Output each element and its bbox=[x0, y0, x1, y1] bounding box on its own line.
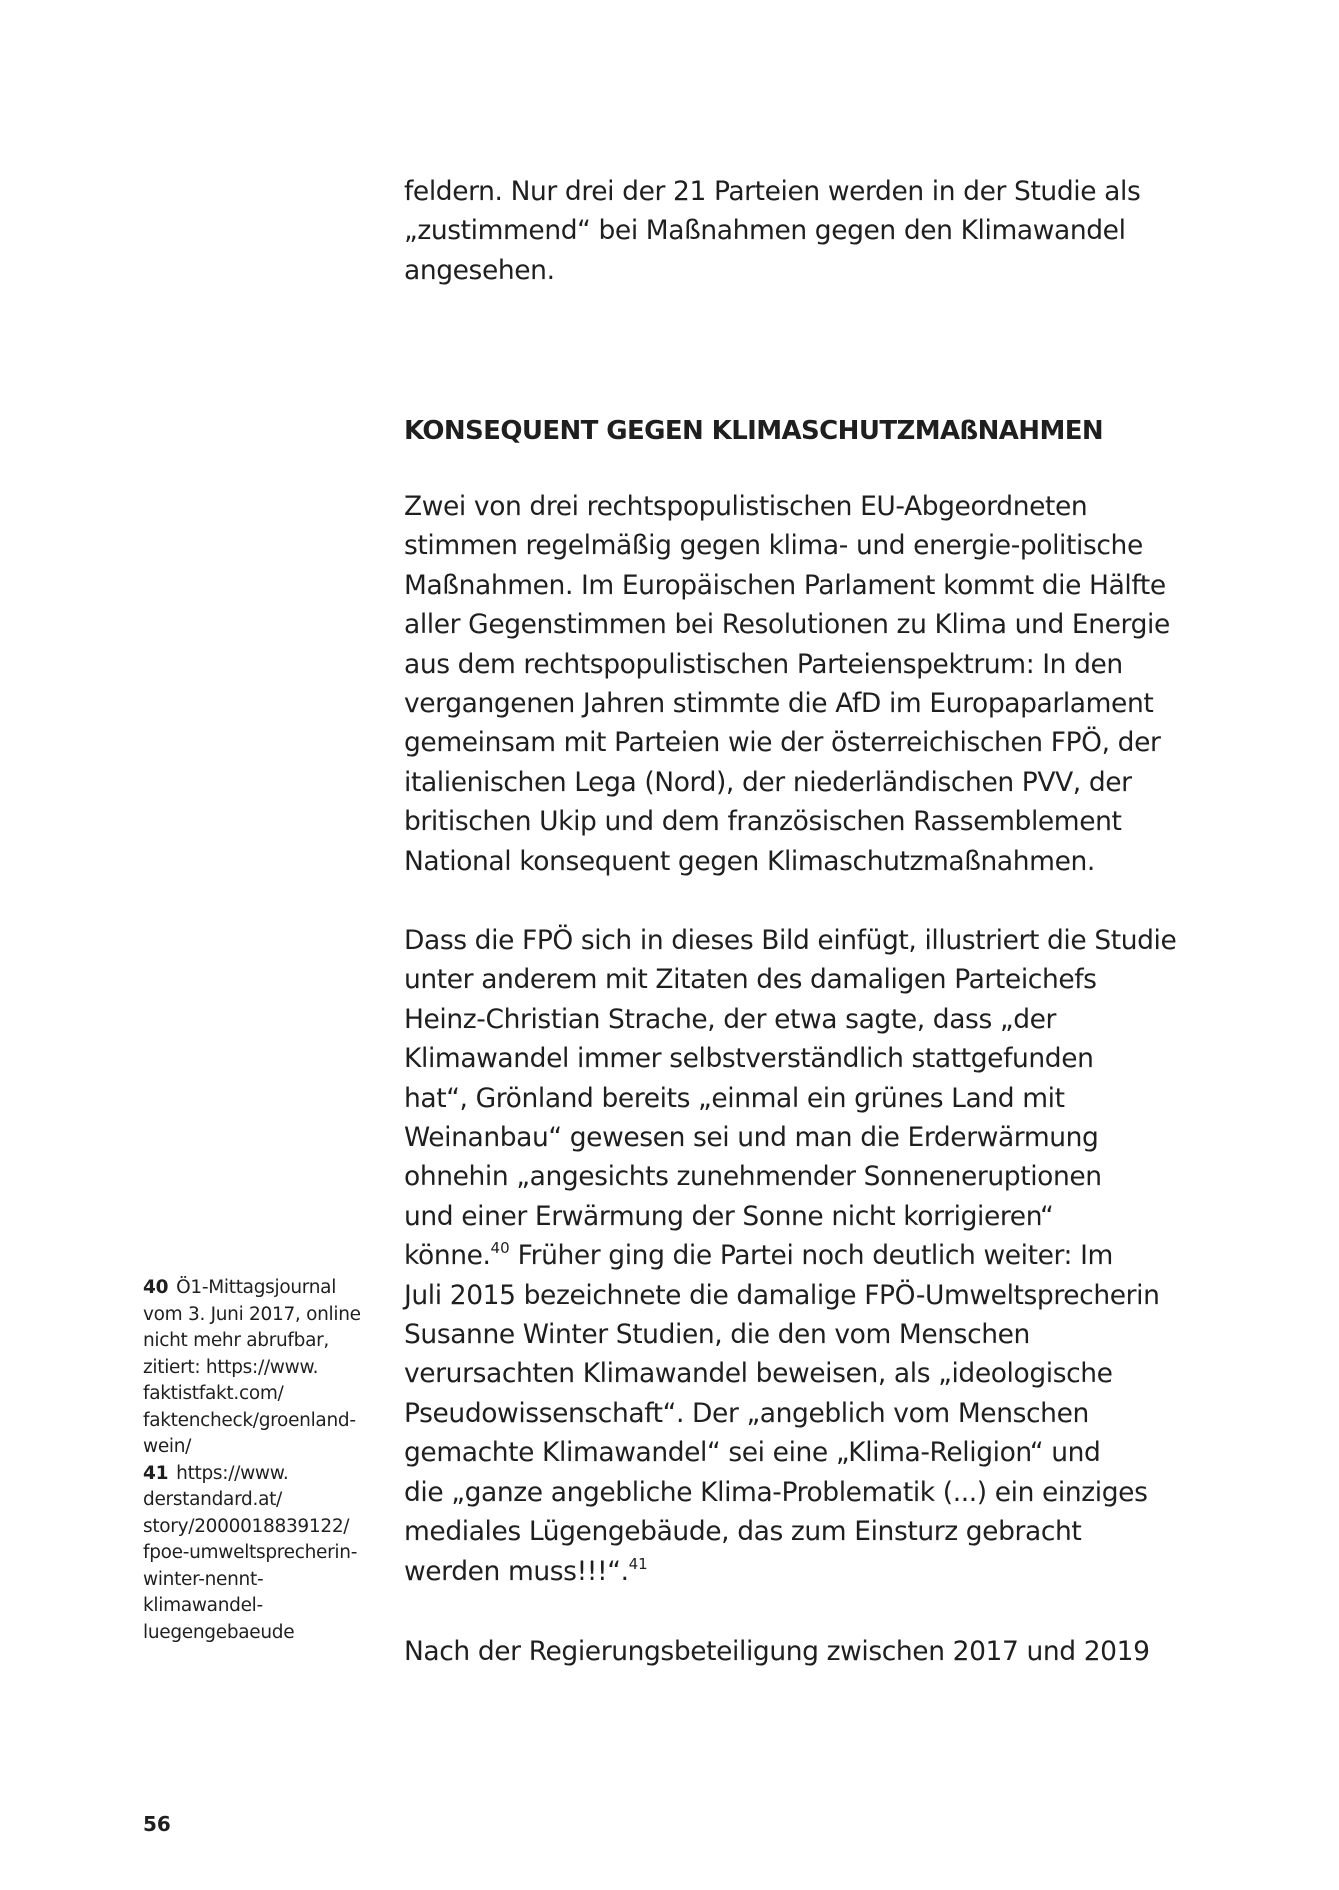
footnote-link[interactable]: klimawandel- bbox=[143, 1595, 263, 1616]
text-line: Juli 2015 bezeichnete die damalige FPÖ-Umweltsprecherin bbox=[404, 1279, 1160, 1311]
text-line: Klimawandel immer selbstverständlich stattgefunden bbox=[404, 1043, 1094, 1075]
text-line: die „ganze angebliche Klima-Problematik (...) ein einziges bbox=[404, 1476, 1148, 1508]
footnote-line: vom 3. Juni 2017, online bbox=[143, 1303, 361, 1325]
text-segment: Früher ging die Partei noch deutlich weiter: Im bbox=[509, 1240, 1113, 1272]
text-line: italienischen Lega (Nord), der niederländischen PVV, der bbox=[404, 766, 1132, 798]
footnote-text: Ö1-Mittagsjournal bbox=[176, 1277, 337, 1298]
text-line bbox=[404, 1552, 1176, 1591]
text-line: mediales Lügengebäude, das zum Einsturz gebracht bbox=[404, 1516, 1082, 1548]
text-line: Maßnahmen. Im Europäischen Parlament kommt die Hälfte bbox=[404, 569, 1166, 601]
text-line: Dass die FPÖ sich in dieses Bild einfügt, illustriert die Studie bbox=[404, 925, 1177, 956]
footnote-number: 40 bbox=[143, 1277, 169, 1298]
text-line: Susanne Winter Studien, die den vom Menschen bbox=[404, 1319, 1030, 1351]
footnote-ref-40[interactable]: 40 bbox=[490, 1239, 510, 1258]
text-line: angesehen. bbox=[404, 254, 555, 286]
footnote-link[interactable]: fpoe-umweltsprecherin- bbox=[143, 1542, 358, 1563]
text-line: vergangenen Jahren stimmte die AfD im Europaparlament bbox=[404, 688, 1154, 720]
footnote-link[interactable]: faktencheck/groenland- bbox=[143, 1409, 356, 1431]
body-paragraph-3 bbox=[404, 1632, 1150, 1671]
text-segment: werden muss!!!“. bbox=[404, 1555, 629, 1587]
text-line: britischen Ukip und dem französischen Rassemblement bbox=[404, 806, 1122, 838]
footnote-link[interactable]: winter-nennt- bbox=[143, 1568, 264, 1590]
footnote-link[interactable]: zitiert: https://www. bbox=[143, 1356, 319, 1378]
text-line: „zustimmend“ bei Maßnahmen gegen den Klimawandel bbox=[404, 215, 1126, 247]
text-line: aus dem rechtspopulistischen Parteienspektrum: In den bbox=[404, 648, 1123, 680]
text-line: Nach der Regierungsbeteiligung zwischen 2017 und 2019 bbox=[404, 1636, 1150, 1667]
text-line: National konsequent gegen Klimaschutzmaßnahmen. bbox=[404, 845, 1095, 877]
text-line: Pseudowissenschaft“. Der „angeblich vom Menschen bbox=[404, 1397, 1089, 1429]
footnote-line: nicht mehr abrufbar, bbox=[143, 1330, 330, 1351]
text-line: hat“, Grönland bereits „einmal ein grünes Land mit bbox=[404, 1082, 1065, 1114]
footnote-40 bbox=[143, 1275, 373, 1461]
body-paragraph-1 bbox=[404, 487, 1170, 881]
footnote-link[interactable]: story/2000018839122/ bbox=[143, 1515, 350, 1537]
text-segment: könne. bbox=[404, 1240, 491, 1272]
intro-paragraph bbox=[404, 172, 1140, 290]
text-line: Zwei von drei rechtspopulistischen EU-Abgeordneten bbox=[404, 491, 1088, 522]
footnote-link[interactable]: https://www. bbox=[176, 1462, 289, 1484]
footnote-number: 41 bbox=[143, 1462, 169, 1484]
text-line: und einer Erwärmung der Sonne nicht korrigieren“ bbox=[404, 1200, 1054, 1232]
footnote-ref-41[interactable]: 41 bbox=[628, 1554, 648, 1573]
section-heading: KONSEQUENT GEGEN KLIMASCHUTZMAßNAHMEN bbox=[404, 416, 1104, 446]
footnote-link[interactable]: luegengebaeude bbox=[143, 1621, 295, 1643]
text-line: gemachte Klimawandel“ sei eine „Klima-Religion“ und bbox=[404, 1437, 1101, 1469]
footnote-link[interactable]: derstandard.at/ bbox=[143, 1489, 282, 1510]
body-paragraph-2 bbox=[404, 921, 1176, 1591]
text-line bbox=[404, 1236, 1176, 1275]
footnote-link[interactable]: faktistfakt.com/ bbox=[143, 1383, 284, 1404]
text-line: aller Gegenstimmen bei Resolutionen zu Klima und Energie bbox=[404, 609, 1170, 641]
footnote-41 bbox=[143, 1461, 373, 1647]
text-line: unter anderem mit Zitaten des damaligen Parteichefs bbox=[404, 964, 1097, 996]
text-line: Heinz-Christian Strache, der etwa sagte, dass „der bbox=[404, 1003, 1057, 1035]
text-line: gemeinsam mit Parteien wie der österreichischen FPÖ, der bbox=[404, 727, 1161, 759]
text-line: feldern. Nur drei der 21 Parteien werden in der Studie als bbox=[404, 176, 1141, 207]
text-line: verursachten Klimawandel beweisen, als „ideologische bbox=[404, 1358, 1113, 1390]
text-line: ohnehin „angesichts zunehmender Sonneneruptionen bbox=[404, 1161, 1102, 1193]
footnote-link[interactable]: wein/ bbox=[143, 1436, 192, 1457]
text-line: Weinanbau“ gewesen sei und man die Erderwärmung bbox=[404, 1122, 1099, 1154]
text-line: stimmen regelmäßig gegen klima- und energie-politische bbox=[404, 530, 1143, 562]
footnote-first-line bbox=[143, 1275, 373, 1302]
footnote-first-line bbox=[143, 1461, 373, 1488]
page-number: 56 bbox=[143, 1812, 171, 1836]
footnotes-column bbox=[143, 1275, 373, 1646]
